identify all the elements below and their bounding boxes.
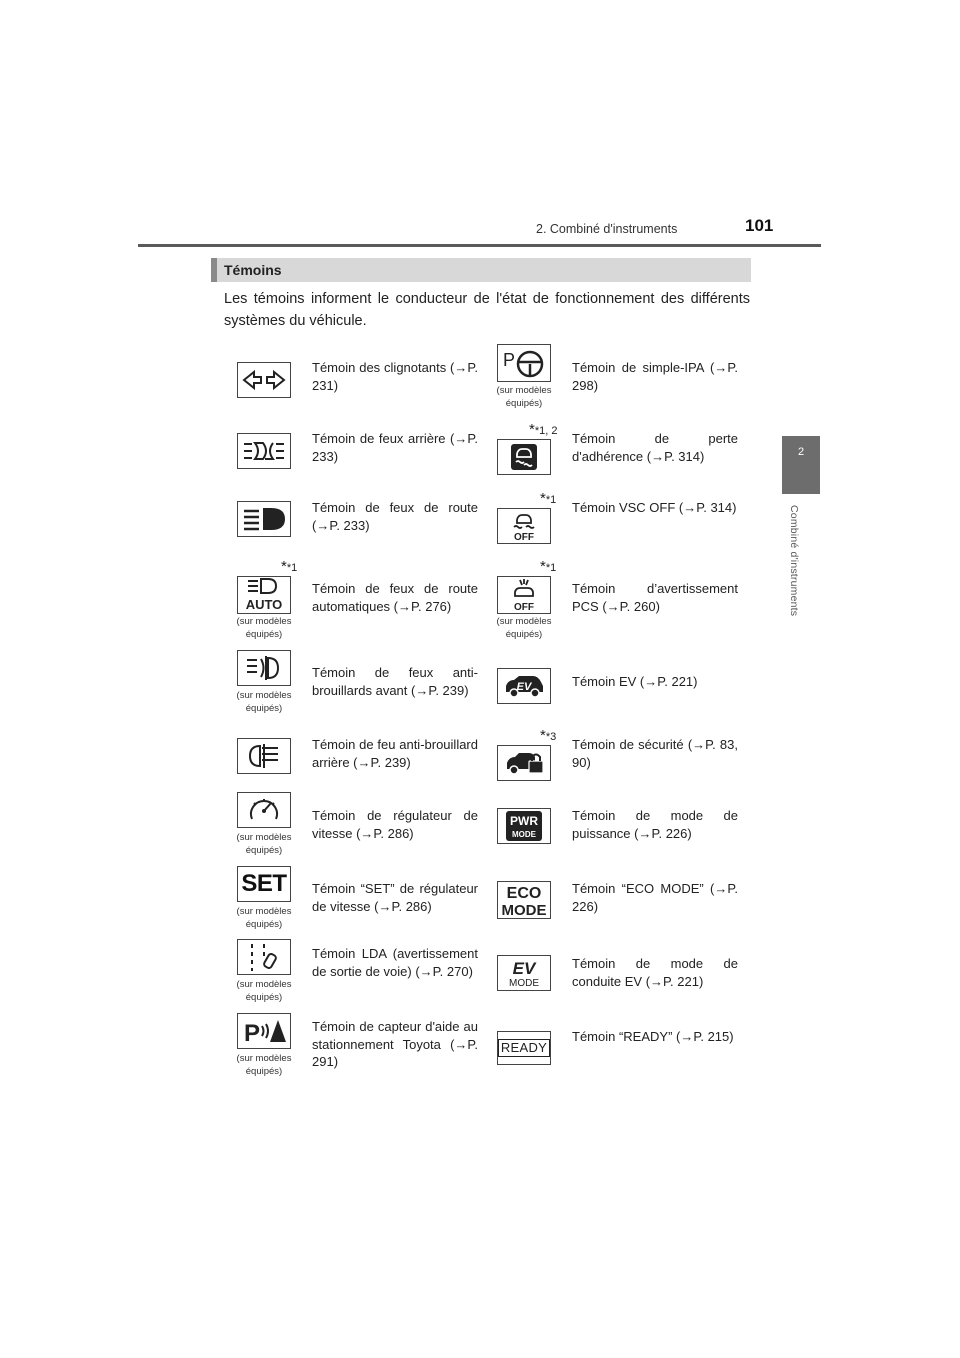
indicator-description: Témoin VSC OFF (→P. 314)	[572, 500, 737, 515]
page-number: 101	[745, 216, 774, 235]
indicator-description: Témoin de mode de puissance (→P. 226)	[572, 808, 738, 841]
indicator-description: Témoin de feux arrière (→P. 233)	[312, 431, 478, 464]
svg-text:ECO: ECO	[506, 885, 542, 902]
indicator-description: Témoin de feux de route automatiques (→P. 276)	[312, 581, 478, 614]
footnote-marker: **1	[540, 490, 557, 507]
svg-text:OFF: OFF	[514, 532, 534, 542]
chapter-tab-label: Combiné d'instruments	[788, 505, 800, 617]
parking-sensor-icon	[237, 1013, 291, 1049]
footnote-marker: **1	[540, 558, 557, 575]
high-beam-icon	[237, 501, 291, 537]
footnote-marker: **3	[540, 727, 557, 744]
equipped-note: (sur modèles équipés)	[236, 906, 292, 930]
indicator-description: Témoin “ECO MODE” (→P. 226)	[572, 881, 738, 914]
auto-high-beam-icon	[237, 576, 291, 614]
footnote-marker: **1	[281, 558, 298, 575]
equipped-note: (sur modèles équipés)	[236, 979, 292, 1003]
indicator-description: Témoin des clignotants (→P. 231)	[312, 360, 478, 393]
svg-text:OFF: OFF	[514, 602, 534, 612]
indicator-description: Témoin “READY” (→P. 215)	[572, 1029, 734, 1044]
indicator-description: Témoin de feux anti-brouillards avant (→P. 239)	[312, 665, 478, 698]
section-title: Témoins	[224, 262, 282, 278]
turn-signal-icon	[237, 362, 291, 398]
cruise-set-icon: SET	[237, 866, 291, 902]
svg-text:P: P	[244, 1020, 261, 1046]
equipped-note: (sur modèles équipés)	[236, 832, 292, 856]
indicator-description: Témoin d’avertissement PCS (→P. 260)	[572, 581, 738, 614]
indicator-description: Témoin de feux de route (→P. 233)	[312, 500, 478, 533]
equipped-note: (sur modèles équipés)	[236, 616, 292, 640]
svg-text:AUTO: AUTO	[245, 597, 283, 612]
ev-icon	[497, 668, 551, 704]
vsc-off-icon	[497, 508, 551, 544]
svg-text:P: P	[503, 350, 516, 370]
indicator-description: Témoin de capteur d'aide au stationnement Toyota (→P. 291)	[312, 1019, 478, 1069]
footnote-marker: **1, 2	[529, 421, 558, 438]
indicator-description: Témoin de régulateur de vitesse (→P. 286)	[312, 808, 478, 841]
indicator-description: Témoin de perte d'adhérence (→P. 314)	[572, 431, 738, 464]
equipped-note: (sur modèles équipés)	[236, 690, 292, 714]
svg-text:MODE: MODE	[512, 830, 536, 839]
indicator-description: Témoin EV (→P. 221)	[572, 674, 698, 689]
security-icon	[497, 745, 551, 781]
running-header-section: 2. Combiné d'instruments	[536, 222, 678, 236]
power-mode-icon	[497, 808, 551, 844]
equipped-note: (sur modèles équipés)	[496, 616, 552, 640]
indicator-description: Témoin LDA (avertissement de sortie de voie) (→P. 270)	[312, 946, 478, 979]
slip-indicator-icon	[497, 439, 551, 475]
eco-mode-icon	[497, 881, 551, 919]
indicator-description: Témoin “SET” de régulateur de vitesse (→P. 286)	[312, 881, 478, 914]
chapter-tab	[782, 436, 820, 494]
ready-icon: READY	[497, 1031, 551, 1065]
indicator-description: Témoin de feu anti-brouillard arrière (→P. 239)	[312, 737, 478, 770]
svg-text:EV: EV	[512, 959, 536, 978]
tail-light-icon	[237, 433, 291, 469]
chapter-tab-number: 2	[797, 446, 805, 458]
svg-text:MODE: MODE	[509, 978, 539, 989]
pcs-warning-icon	[497, 576, 551, 614]
header-rule	[138, 244, 821, 247]
rear-fog-icon	[237, 738, 291, 774]
front-fog-icon	[237, 650, 291, 686]
lda-icon	[237, 939, 291, 975]
section-intro: Les témoins informent le conducteur de l'état de fonctionnement des différents systèmes du véhicule.	[224, 291, 750, 329]
svg-text:EV: EV	[516, 681, 532, 693]
simple-ipa-icon	[497, 344, 551, 382]
indicator-description: Témoin de mode de conduite EV (→P. 221)	[572, 956, 738, 989]
svg-text:PWR: PWR	[510, 814, 538, 828]
indicator-description: Témoin de sécurité (→P. 83, 90)	[572, 737, 738, 770]
ev-drive-mode-icon	[497, 955, 551, 991]
equipped-note: (sur modèles équipés)	[496, 385, 552, 409]
section-heading-bar	[211, 258, 751, 282]
cruise-control-icon	[237, 792, 291, 828]
svg-text:MODE: MODE	[501, 902, 547, 918]
equipped-note: (sur modèles équipés)	[236, 1053, 292, 1077]
indicator-description: Témoin de simple-IPA (→P. 298)	[572, 360, 738, 393]
